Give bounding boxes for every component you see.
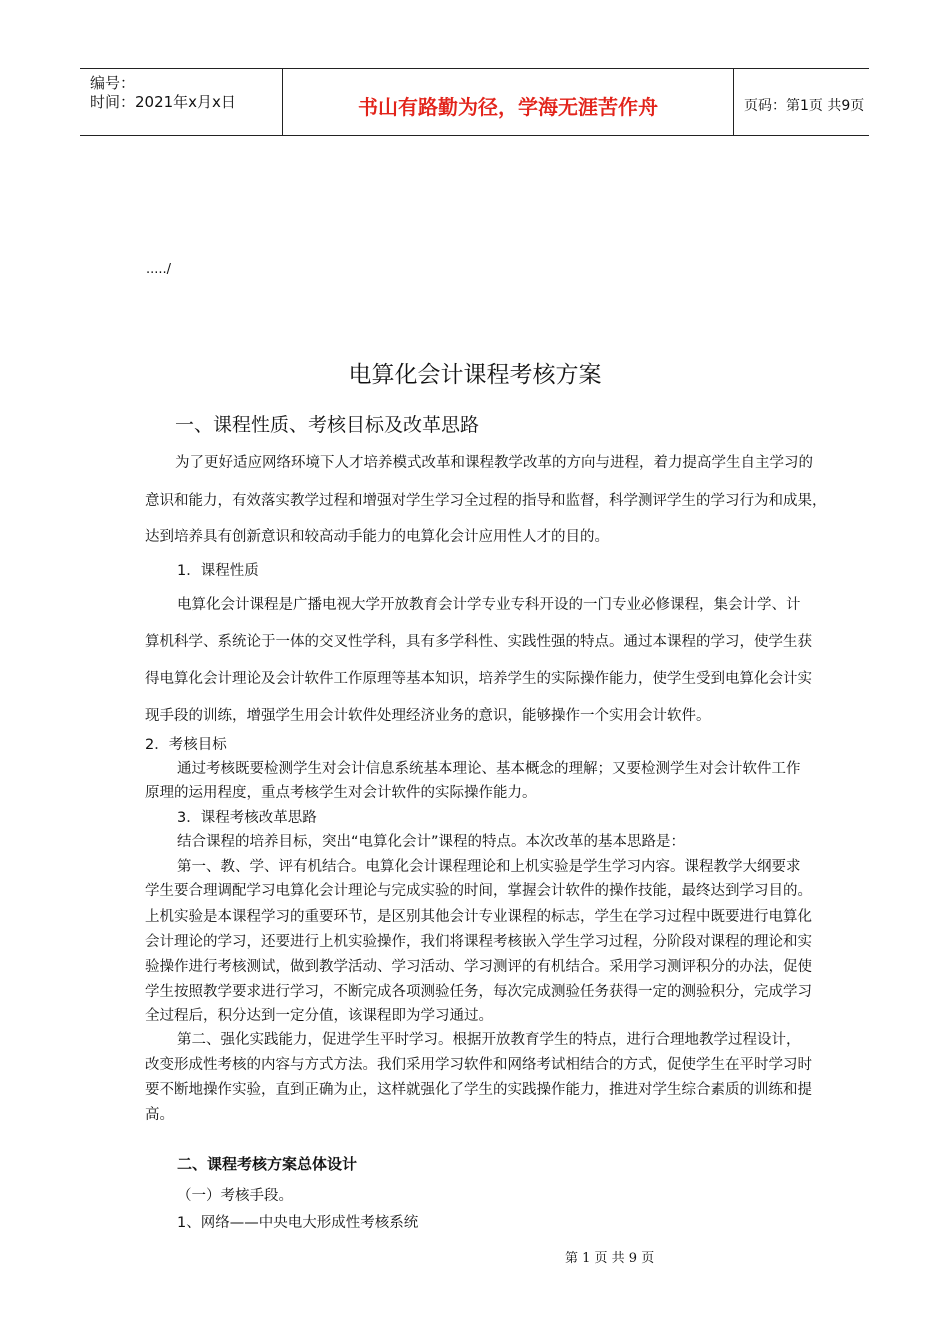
reform-line: 上机实验是本课程学习的重要环节，是区别其他会计专业课程的标志，学生在学习过程中既要进行电算化 bbox=[145, 909, 812, 925]
header-left-cell bbox=[80, 69, 282, 135]
intro-line: 为了更好适应网络环境下人才培养模式改革和课程教学改革的方向与进程，着力提高学生自主学习的 bbox=[175, 455, 813, 471]
subsection-1-heading: 1．课程性质 bbox=[177, 563, 259, 579]
section-2-subheading: （一）考核手段。 bbox=[177, 1188, 293, 1204]
course-nature-line: 算机科学、系统论于一体的交叉性学科，具有多学科性、实践性强的特点。通过本课程的学习，使学生获 bbox=[145, 634, 812, 650]
intro-line: 达到培养具有创新意识和较高动手能力的电算化会计应用性人才的目的。 bbox=[145, 529, 609, 545]
ellipsis-marker: ...../ bbox=[146, 262, 172, 277]
reform-line: 高。 bbox=[145, 1107, 174, 1123]
subsection-2-heading: 2．考核目标 bbox=[145, 737, 227, 753]
section-1-heading: 一、课程性质、考核目标及改革思路 bbox=[175, 414, 480, 436]
page-footer: 第 1 页 共 9 页 bbox=[565, 1251, 655, 1266]
reform-line: 验操作进行考核测试，做到教学活动、学习活动、学习测评的有机结合。采用学习测评积分的办法，促使 bbox=[145, 959, 812, 975]
document-time-label: 时间：2021年x月x日 bbox=[90, 93, 236, 111]
reform-line: 改变形成性考核的内容与方式方法。我们采用学习软件和网络考试相结合的方式，促使学生在平时学习时 bbox=[145, 1057, 812, 1073]
section-2-heading: 二、课程考核方案总体设计 bbox=[177, 1155, 358, 1173]
course-nature-line: 电算化会计课程是广播电视大学开放教育会计学专业专科开设的一门专业必修课程，集会计学、计 bbox=[177, 597, 801, 613]
reform-line: 第二、强化实践能力，促进学生平时学习。根据开放教育学生的特点，进行合理地教学过程设计， bbox=[177, 1032, 801, 1048]
document-header bbox=[80, 68, 869, 136]
reform-line: 全过程后，积分达到一定分值，该课程即为学习通过。 bbox=[145, 1008, 493, 1024]
reform-line: 第一、教、学、评有机结合。电算化会计课程理论和上机实验是学生学习内容。课程教学大纲要求 bbox=[177, 859, 801, 875]
intro-line: 意识和能力，有效落实教学过程和增强对学生学习全过程的指导和监督，科学测评学生的学习行为和成果， bbox=[145, 493, 827, 509]
document-title: 电算化会计课程考核方案 bbox=[348, 362, 602, 388]
header-motto: 书山有路勤为径，学海无涯苦作舟 bbox=[358, 95, 658, 119]
document-number-label: 编号： bbox=[90, 74, 136, 92]
reform-line: 会计理论的学习，还要进行上机实验操作，我们将课程考核嵌入学生学习过程，分阶段对课程的理论和实 bbox=[145, 934, 812, 950]
assessment-goal-line: 通过考核既要检测学生对会计信息系统基本理论、基本概念的理解；又要检测学生对会计软件工作 bbox=[177, 761, 801, 777]
header-motto-cell bbox=[282, 69, 734, 135]
reform-line: 学生按照教学要求进行学习，不断完成各项测验任务，每次完成测验任务获得一定的测验积分，完成学习 bbox=[145, 984, 812, 1000]
course-nature-line: 得电算化会计理论及会计软件工作原理等基本知识，培养学生的实际操作能力，使学生受到电算化会计实 bbox=[145, 671, 812, 687]
subsection-3-heading: 3．课程考核改革思路 bbox=[177, 810, 317, 826]
header-right-cell bbox=[734, 69, 869, 135]
assessment-goal-line: 原理的运用程度，重点考核学生对会计软件的实际操作能力。 bbox=[145, 785, 537, 801]
reform-line: 要不断地操作实验，直到正确为止，这样就强化了学生的实践操作能力，推进对学生综合素质的训练和提 bbox=[145, 1082, 812, 1098]
course-nature-line: 现手段的训练，增强学生用会计软件处理经济业务的意识，能够操作一个实用会计软件。 bbox=[145, 708, 711, 724]
section-2-item: 1、网络——中央电大形成性考核系统 bbox=[177, 1215, 419, 1231]
reform-line: 结合课程的培养目标，突出“电算化会计”课程的特点。本次改革的基本思路是： bbox=[177, 834, 686, 850]
reform-line: 学生要合理调配学习电算化会计理论与完成实验的时间，掌握会计软件的操作技能，最终达到学习目的。 bbox=[145, 883, 812, 899]
header-page-info: 页码：第1页 共9页 bbox=[744, 98, 865, 114]
